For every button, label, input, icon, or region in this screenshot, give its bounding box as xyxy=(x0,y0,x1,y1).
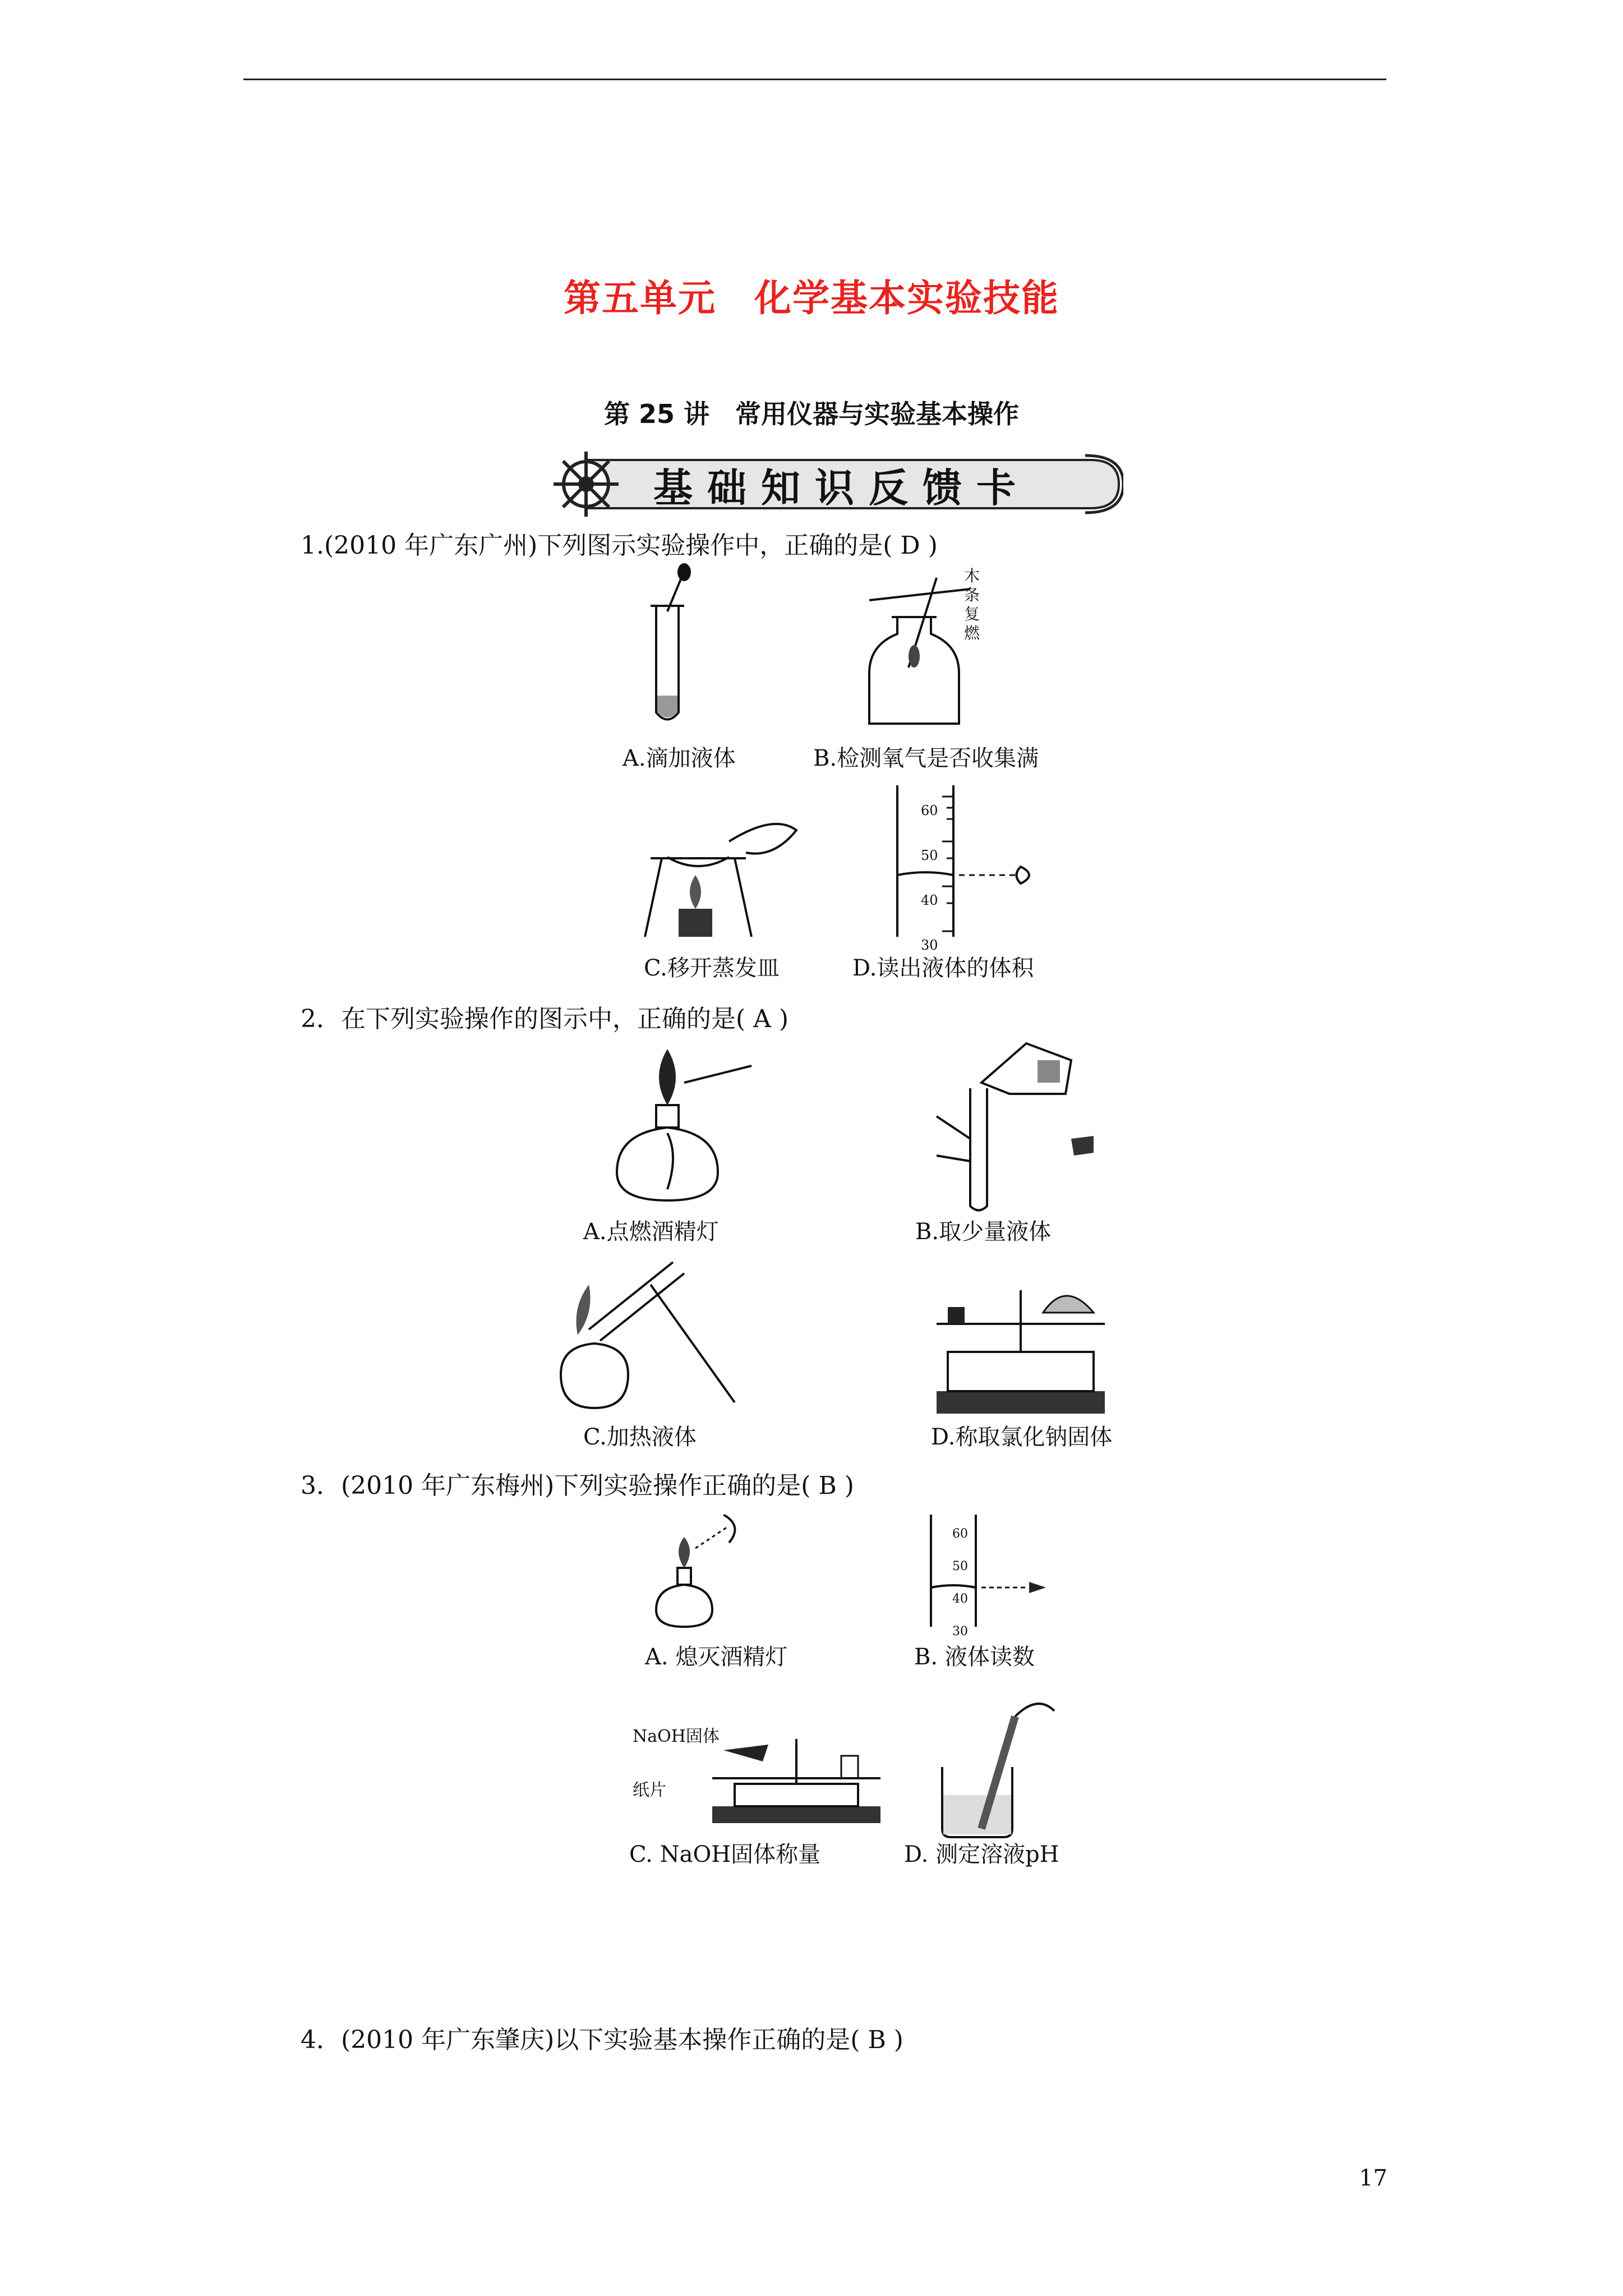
question-1: 1.(2010 年广东广州)下列图示实验操作中，正确的是( D ) xyxy=(301,531,938,560)
figure-2d-balance xyxy=(925,1279,1116,1419)
tick-label: 40 xyxy=(952,1592,968,1606)
question-2: 2．在下列实验操作的图示中，正确的是( A ) xyxy=(301,1005,789,1033)
figure-1b-gas-bottle xyxy=(858,567,1004,735)
ship-wheel-icon xyxy=(554,452,619,517)
figure-2c-heating-liquid xyxy=(555,1251,746,1419)
figure-1b-note xyxy=(963,567,980,643)
figure-1d-graduated-cylinder xyxy=(886,785,1054,942)
figure-1c-evaporating-dish xyxy=(634,797,802,942)
note-char: 木 xyxy=(963,567,980,585)
figure-1d-ticks xyxy=(921,788,938,968)
option-2a: A.点燃酒精灯 xyxy=(583,1219,719,1245)
figure-2a-alcohol-lamp xyxy=(606,1043,785,1212)
note-char: 复 xyxy=(963,605,980,623)
note-char: 燃 xyxy=(963,624,980,642)
option-3b: B. 液体读数 xyxy=(914,1644,1035,1670)
option-3c: C. NaOH固体称量 xyxy=(629,1842,821,1867)
option-2d: D.称取氯化钠固体 xyxy=(931,1424,1113,1450)
question-4: 4．(2010 年广东肇庆)以下实验基本操作正确的是( B ) xyxy=(301,2026,903,2054)
figure-1a-test-tube-dropper xyxy=(628,561,718,735)
option-1d: D.读出液体的体积 xyxy=(852,955,1034,981)
option-2c: C.加热液体 xyxy=(583,1424,697,1450)
figure-2b-pouring-liquid xyxy=(925,1027,1105,1217)
tick-label: 30 xyxy=(921,937,938,953)
note-char: 条 xyxy=(963,586,980,604)
figure-3b-cylinder-reading xyxy=(920,1515,1054,1632)
figure-3d-ph-test xyxy=(931,1694,1066,1840)
tick-label: 60 xyxy=(952,1527,968,1541)
tick-label: 30 xyxy=(952,1625,968,1639)
option-1c: C.移开蒸发皿 xyxy=(644,955,780,981)
option-1b: B.检测氧气是否收集满 xyxy=(813,746,1039,771)
tick-label: 40 xyxy=(921,892,938,908)
figure-3c-label-paper: 纸片 xyxy=(633,1780,666,1800)
banner-title: 基础知识反馈卡 xyxy=(653,465,1030,511)
figure-3c-naoh-weighing xyxy=(701,1717,892,1829)
tick-label: 60 xyxy=(921,803,938,818)
option-2b: B.取少量液体 xyxy=(915,1219,1052,1245)
tick-label: 50 xyxy=(921,848,938,863)
option-3d: D. 测定溶液pH xyxy=(904,1842,1059,1867)
header-rule xyxy=(243,79,1386,80)
option-3a: A. 熄灭酒精灯 xyxy=(645,1644,788,1670)
question-3: 3．(2010 年广东梅州)下列实验操作正确的是( B ) xyxy=(301,1471,854,1500)
figure-3c-label-naoh: NaOH固体 xyxy=(633,1727,720,1746)
option-1a: A.滴加液体 xyxy=(623,746,736,771)
page-number: 17 xyxy=(1359,2165,1387,2191)
figure-3a-extinguish-lamp xyxy=(645,1515,746,1632)
lecture-title: 第 25 讲 常用仪器与实验基本操作 xyxy=(603,399,1020,429)
tick-label: 50 xyxy=(952,1559,968,1573)
unit-title: 第五单元 化学基本实验技能 xyxy=(564,277,1059,320)
figure-3b-ticks xyxy=(952,1518,968,1648)
